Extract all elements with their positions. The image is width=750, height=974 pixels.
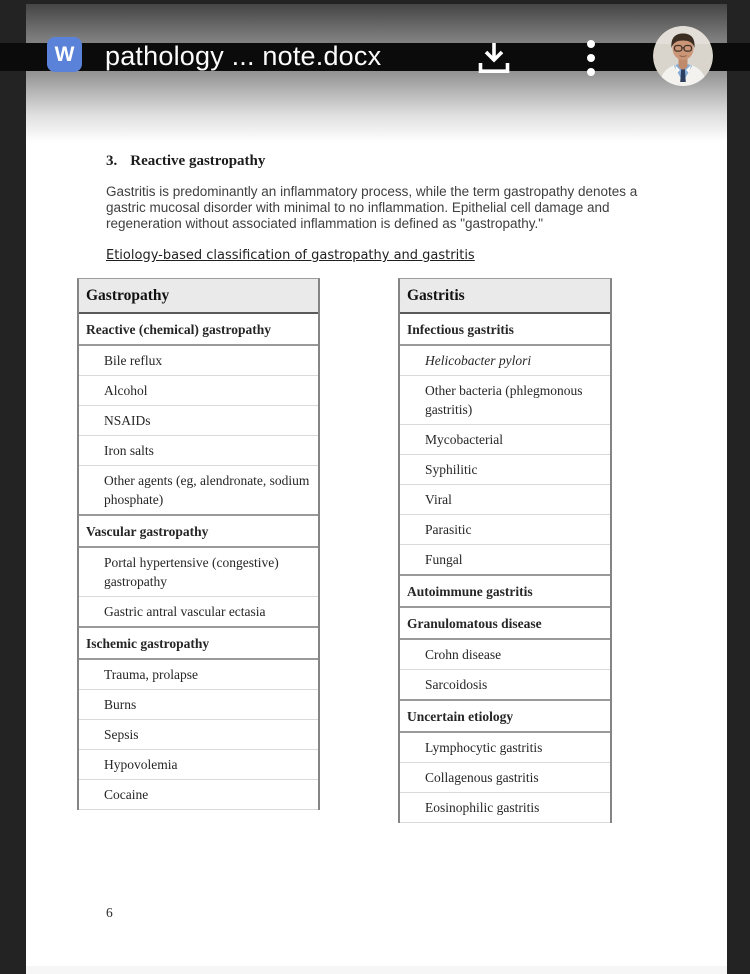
overflow-menu-button[interactable] bbox=[581, 39, 601, 77]
table-item-row: Mycobacterial bbox=[400, 425, 610, 455]
table-section-row: Granulomatous disease bbox=[400, 608, 610, 640]
table-item-row: Sarcoidosis bbox=[400, 670, 610, 701]
table-item-row: Viral bbox=[400, 485, 610, 515]
table-item-row: Other bacteria (phlegmonous gastritis) bbox=[400, 376, 610, 425]
table-section-row: Vascular gastropathy bbox=[79, 516, 318, 548]
body-paragraph: Gastritis is predominantly an inflammatory process, while the term gastropathy denotes a gastric mucosal disorder with minimal to no inflammation. Epithelial cell damage and regeneration without associated inflammation is defined as "gastropathy." bbox=[106, 184, 638, 231]
table-item-row: Trauma, prolapse bbox=[79, 660, 318, 690]
table-title: Gastropathy bbox=[79, 279, 318, 314]
document-page[interactable] bbox=[26, 4, 727, 974]
table-item-row: Sepsis bbox=[79, 720, 318, 750]
table-item-row: Other agents (eg, alendronate, sodium phosphate) bbox=[79, 466, 318, 516]
table-item-row: Bile reflux bbox=[79, 346, 318, 376]
table-item-row: Hypovolemia bbox=[79, 750, 318, 780]
table-item-row: Lymphocytic gastritis bbox=[400, 733, 610, 763]
table-item-row: Collagenous gastritis bbox=[400, 763, 610, 793]
word-file-icon: W bbox=[47, 37, 82, 72]
toolbar-shadow-gradient bbox=[26, 4, 727, 142]
table-section-row: Infectious gastritis bbox=[400, 314, 610, 346]
table-item-row: Portal hypertensive (congestive) gastropathy bbox=[79, 548, 318, 597]
table-section-row: Autoimmune gastritis bbox=[400, 576, 610, 608]
table-item-row: Parasitic bbox=[400, 515, 610, 545]
table-item-row: Helicobacter pylori bbox=[400, 346, 610, 376]
table-gastropathy bbox=[77, 278, 320, 810]
table-item-row: Fungal bbox=[400, 545, 610, 576]
table-item-row: Gastric antral vascular ectasia bbox=[79, 597, 318, 628]
classification-subheading: Etiology-based classification of gastropathy and gastritis bbox=[106, 248, 475, 263]
table-item-row: Cocaine bbox=[79, 780, 318, 810]
table-item-row: Eosinophilic gastritis bbox=[400, 793, 610, 823]
user-avatar[interactable] bbox=[653, 26, 713, 86]
page-number: 6 bbox=[106, 905, 113, 920]
table-item-row: Burns bbox=[79, 690, 318, 720]
table-item-row: NSAIDs bbox=[79, 406, 318, 436]
table-item-row: Syphilitic bbox=[400, 455, 610, 485]
section-heading bbox=[106, 153, 265, 170]
table-item-row: Alcohol bbox=[79, 376, 318, 406]
kebab-menu-icon bbox=[584, 65, 598, 80]
table-section-row: Uncertain etiology bbox=[400, 701, 610, 733]
page-bottom-edge bbox=[26, 966, 727, 974]
table-item-row: Crohn disease bbox=[400, 640, 610, 670]
table-item-row: Iron salts bbox=[79, 436, 318, 466]
table-gastritis bbox=[398, 278, 612, 823]
document-title: pathology ... note.docx bbox=[105, 41, 382, 71]
download-icon bbox=[475, 63, 513, 78]
download-button[interactable] bbox=[474, 41, 514, 77]
section-number: 3. bbox=[106, 153, 118, 169]
table-section-row: Ischemic gastropathy bbox=[79, 628, 318, 660]
table-section-row: Reactive (chemical) gastropathy bbox=[79, 314, 318, 346]
section-title: Reactive gastropathy bbox=[130, 153, 266, 169]
table-title: Gastritis bbox=[400, 279, 610, 314]
